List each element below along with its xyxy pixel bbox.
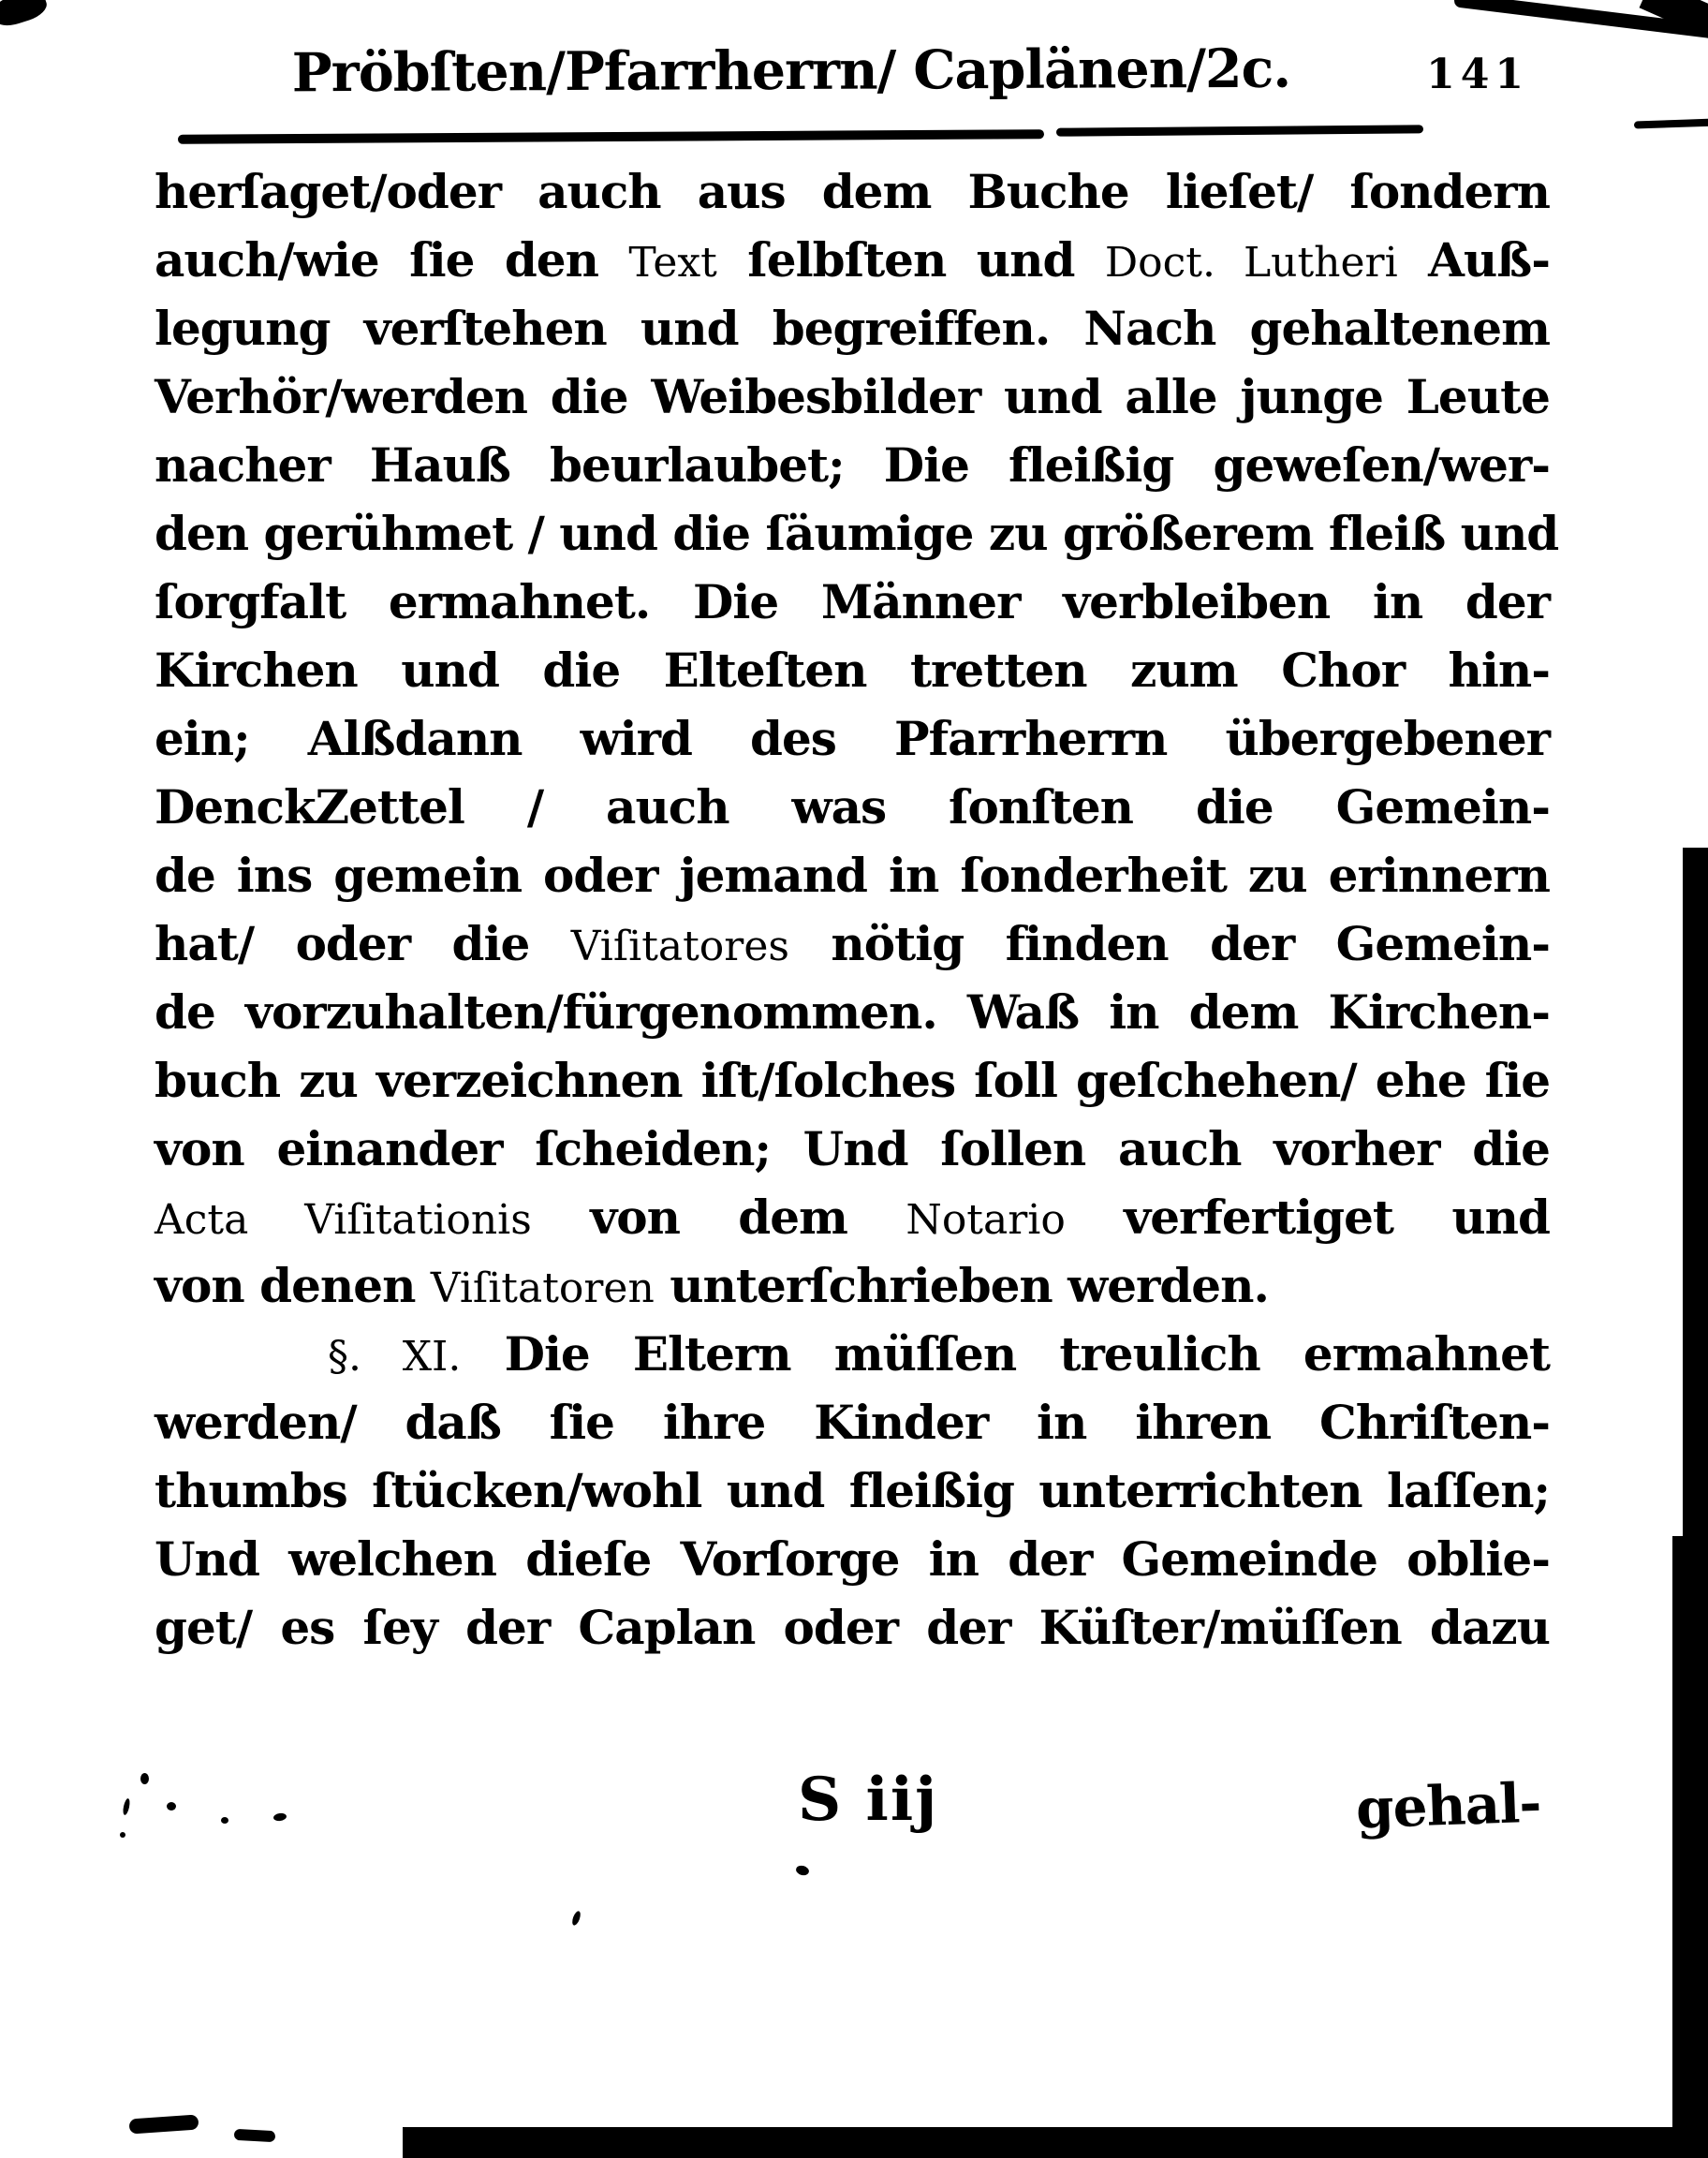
text-line: [155, 568, 1550, 636]
fraktur-segment: ein; Alßdann wird des Pfarrherrn übergebener: [155, 711, 1550, 766]
body-text: [155, 157, 1559, 1662]
text-line: [155, 704, 1550, 773]
text-line: [155, 841, 1550, 909]
fraktur-segment: Und welchen dieſe Vorſorge in der Gemeinde oblie-: [155, 1531, 1550, 1587]
scan-speck: [122, 1798, 131, 1816]
fraktur-segment: auch/wie ſie den: [155, 232, 629, 288]
fraktur-segment: de ins gemein oder jemand in ſonderheit zu erinnern: [155, 848, 1550, 903]
antiqua-segment: Acta Viſitationis: [155, 1196, 532, 1244]
text-line: [155, 1388, 1550, 1456]
fraktur-segment: Verhör/werden die Weibesbilder und alle junge Leute: [155, 369, 1550, 424]
header-rule-segment: [1634, 118, 1708, 128]
text-line: [155, 294, 1550, 362]
scan-artifact-edge-bar: [403, 2127, 1708, 2158]
fraktur-segment: von dem: [531, 1190, 906, 1245]
page-header: [155, 39, 1550, 114]
scan-speck: [795, 1864, 810, 1876]
text-line: [155, 157, 1550, 226]
text-line: [155, 773, 1550, 841]
text-line: [155, 431, 1550, 499]
text-line: [155, 978, 1550, 1046]
fraktur-segment: ſorgfalt ermahnet. Die Männer verbleiben in der: [155, 574, 1550, 629]
text-line: [155, 1525, 1550, 1593]
antiqua-segment: §. XI.: [328, 1333, 462, 1381]
fraktur-segment: Auß-: [1397, 232, 1550, 288]
fraktur-segment: legung verſtehen und begreiffen. Nach gehaltenem: [155, 301, 1550, 356]
scan-speck: [273, 1812, 287, 1822]
fraktur-segment: von denen: [155, 1258, 431, 1313]
text-line: [155, 1046, 1550, 1115]
fraktur-segment: de vorzuhalten/fürgenommen. Waß in dem Kirchen-: [155, 984, 1550, 1040]
scan-artifact-mark: [234, 2129, 276, 2142]
header-rule-segment: [178, 129, 1044, 144]
page-title: Pröbſten/Pfarrherrn/ Caplänen/2c.: [291, 37, 1291, 105]
fraktur-segment: nacher Hauß beurlaubet; Die fleißig geweſen/wer-: [155, 437, 1550, 493]
fraktur-segment: werden/ daß ſie ihre Kinder in ihren Chriſten-: [155, 1395, 1550, 1450]
fraktur-segment: unterſchrieben werden.: [654, 1258, 1269, 1313]
text-line: [155, 1456, 1550, 1525]
scan-speck: [167, 1802, 176, 1811]
scan-artifact-corner: [0, 0, 50, 30]
text-line: [155, 1320, 1550, 1388]
text-line: [155, 1183, 1550, 1251]
catchword: gehal-: [1354, 1770, 1542, 1841]
fraktur-segment: Die Eltern müſſen treulich ermahnet: [461, 1326, 1550, 1382]
text-line: [155, 226, 1550, 294]
scan-artifact-edge-bar: [1672, 1536, 1708, 2158]
antiqua-segment: Notario: [906, 1196, 1066, 1244]
text-line: [155, 362, 1550, 431]
scan-speck: [570, 1910, 582, 1926]
fraktur-segment: thumbs ſtücken/wohl und fleißig unterrichten laſſen;: [155, 1463, 1550, 1518]
signature-mark: S iij: [798, 1765, 939, 1835]
fraktur-segment: buch zu verzeichnen iſt/ſolches ſoll geſchehen/ ehe ſie: [155, 1053, 1550, 1108]
antiqua-segment: Viſitatores: [570, 923, 789, 970]
text-line: [155, 636, 1550, 704]
fraktur-segment: get/ es ſey der Caplan oder der Küſter/müſſen dazu: [155, 1600, 1550, 1655]
text-line: [155, 1251, 1550, 1320]
fraktur-segment: den gerühmet / und die ſäumige zu größerem fleiß und: [155, 506, 1559, 561]
fraktur-segment: hat/ oder die: [155, 916, 571, 971]
fraktur-segment: von einander ſcheiden; Und ſollen auch vorher die: [155, 1121, 1550, 1176]
text-line: [155, 909, 1550, 978]
page-number: 141: [1426, 51, 1529, 98]
text-line: [155, 1115, 1550, 1183]
fraktur-segment: nötig finden der Gemein-: [788, 916, 1551, 971]
scan-speck: [140, 1773, 149, 1784]
text-line: [155, 1593, 1550, 1662]
text-line: [155, 499, 1559, 568]
fraktur-segment: Kirchen und die Elteſten tretten zum Chor hin-: [155, 643, 1550, 698]
scan-speck: [120, 1832, 125, 1838]
fraktur-segment: DenckZettel / auch was ſonſten die Gemein-: [155, 779, 1550, 835]
fraktur-segment: verfertiget und: [1065, 1190, 1550, 1245]
fraktur-segment: ſelbſten und: [716, 232, 1105, 288]
antiqua-segment: Text: [628, 239, 717, 287]
fraktur-segment: herſaget/oder auch aus dem Buche lieſet/ ſondern: [155, 164, 1550, 219]
scan-artifact-mark: [129, 2114, 199, 2134]
antiqua-segment: Viſitatoren: [430, 1264, 655, 1312]
antiqua-segment: Doct. Lutheri: [1104, 239, 1398, 287]
scan-speck: [221, 1817, 228, 1824]
header-rule-segment: [1056, 125, 1423, 136]
